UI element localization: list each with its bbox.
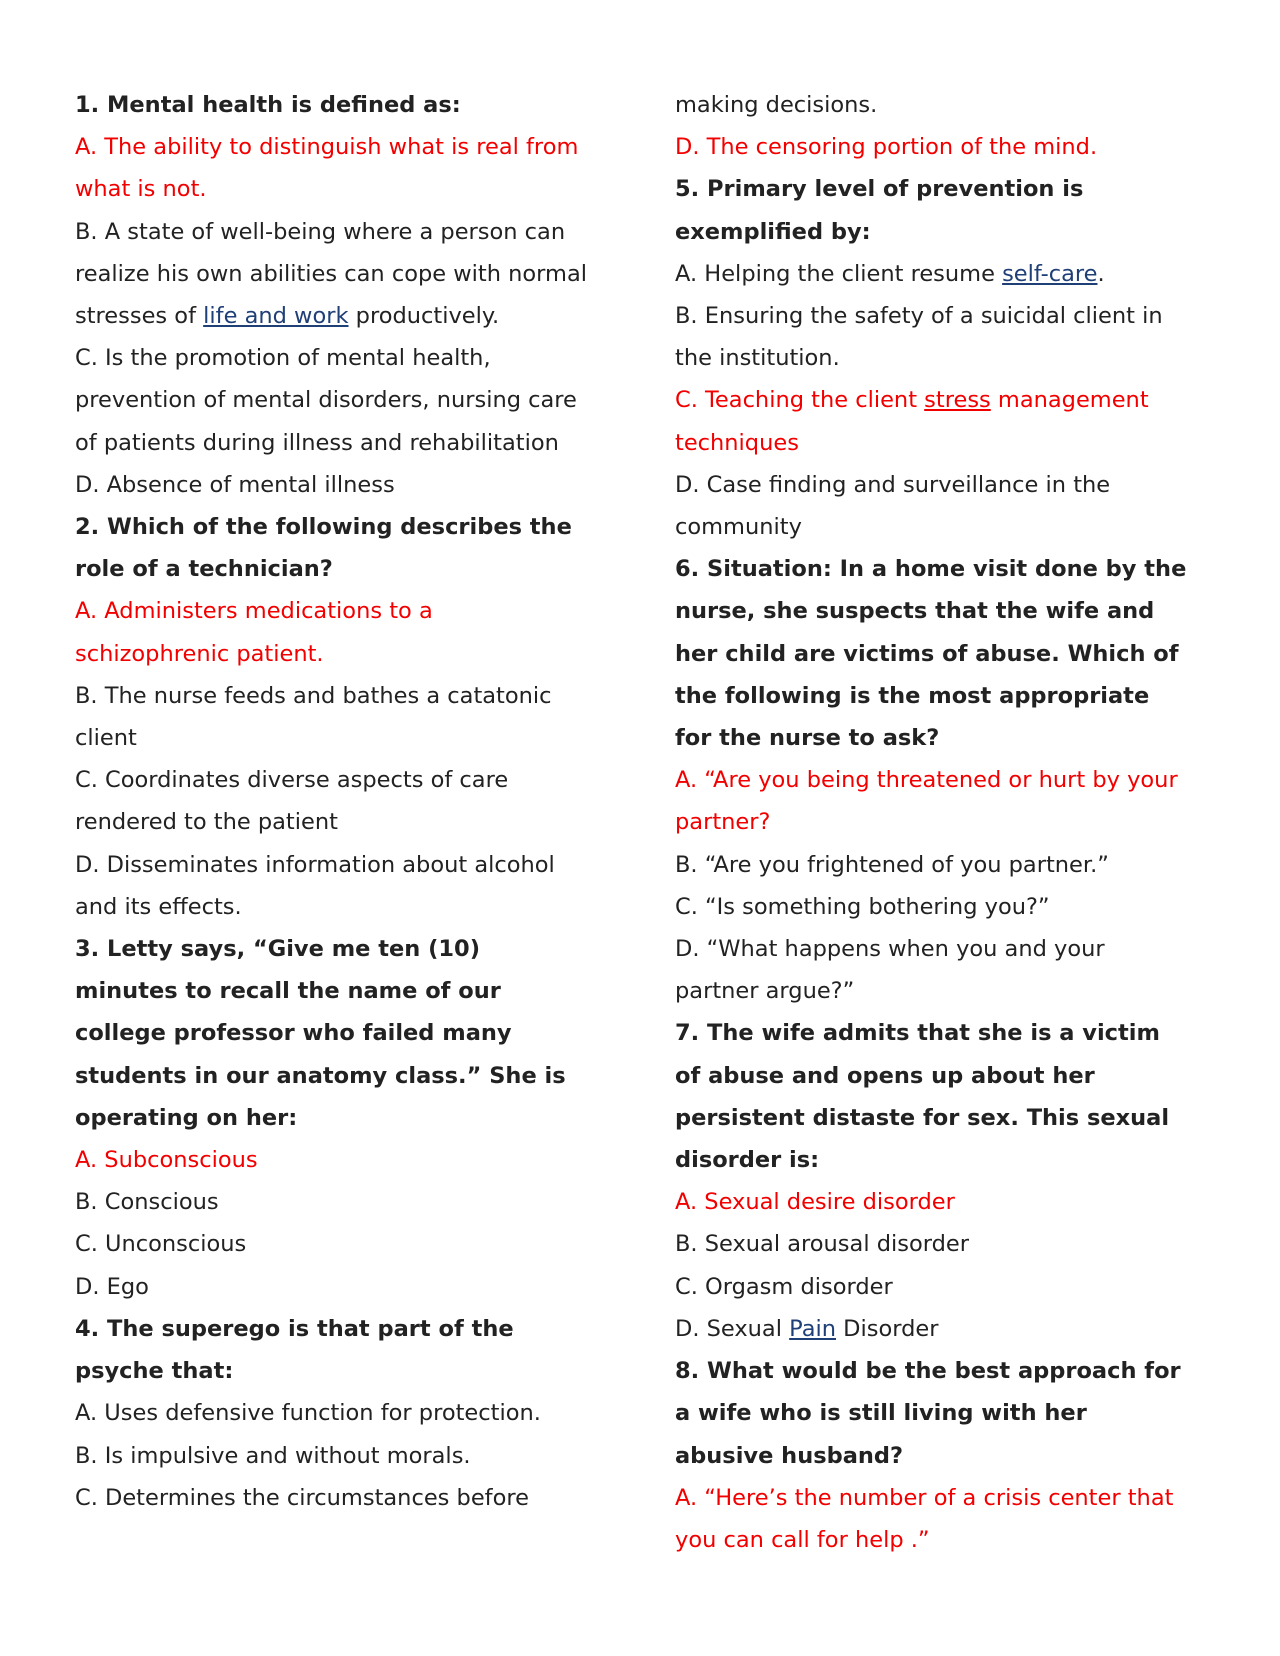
option-d-cont: and its effects. (75, 893, 242, 920)
question-text: 2. Which of the following describes the (75, 514, 572, 541)
option-c: C. Is the promotion of mental health, (75, 345, 491, 372)
question-text: 6. Situation: In a home visit done by the (675, 556, 1187, 583)
right-column (675, 84, 1210, 1561)
option-c: C. Coordinates diverse aspects of care (75, 767, 509, 794)
question-text-cont: a wife who is still living with her (675, 1400, 1087, 1427)
answer-option-c-cont: techniques (675, 429, 799, 456)
option-b: B. Ensuring the safety of a suicidal client in (675, 303, 1163, 330)
question-text-cont: her child are victims of abuse. Which of (675, 640, 1179, 667)
pain-link[interactable]: Pain (789, 1315, 836, 1342)
option-b: B. Conscious (75, 1189, 219, 1216)
question-text-cont: persistent distaste for sex. This sexual (675, 1104, 1170, 1131)
option-d-cont: community (675, 514, 802, 541)
answer-option-a: A. “Here’s the number of a crisis center that (675, 1484, 1174, 1511)
option-b-cont: realize his own abilities can cope with normal (75, 260, 587, 287)
question-7 (675, 1012, 1210, 1350)
left-column (75, 84, 615, 1519)
question-text: 8. What would be the best approach for (675, 1358, 1181, 1385)
answer-option-a: A. The ability to distinguish what is real from (75, 134, 579, 161)
option-d: D. Case finding and surveillance in the (675, 471, 1111, 498)
question-text: 7. The wife admits that she is a victim (675, 1020, 1160, 1047)
question-text-cont: of abuse and opens up about her (675, 1062, 1095, 1089)
question-2 (75, 506, 615, 928)
question-4 (75, 1308, 615, 1519)
option-c: C. Unconscious (75, 1231, 247, 1258)
answer-option-a: A. Administers medications to a (75, 598, 433, 625)
option-d: D. Ego (75, 1273, 149, 1300)
answer-option-a-cont: partner? (675, 809, 771, 836)
question-text-cont: abusive husband? (675, 1442, 904, 1469)
self-care-link[interactable]: self-care (1002, 260, 1098, 287)
text: Disorder (836, 1315, 939, 1342)
question-text-cont: disorder is: (675, 1147, 820, 1174)
question-text-cont: psyche that: (75, 1358, 234, 1385)
question-text-cont: students in our anatomy class.” She is (75, 1062, 566, 1089)
answer-option-a: A. Subconscious (75, 1147, 258, 1174)
option-c: C. “Is something bothering you?” (675, 893, 1050, 920)
option-b-cont: client (75, 725, 137, 752)
answer-option-a-cont: schizophrenic patient. (75, 640, 324, 667)
question-text: 4. The superego is that part of the (75, 1315, 514, 1342)
text: stresses of (75, 303, 204, 330)
answer-option-a-cont: you can call for help .” (675, 1526, 930, 1553)
question-text-cont: the following is the most appropriate (675, 682, 1150, 709)
answer-option-d: D. The censoring portion of the mind. (675, 134, 1098, 161)
option-b: B. The nurse feeds and bathes a catatonic (75, 682, 552, 709)
question-4-continued (675, 84, 1210, 168)
option-c: C. Determines the circumstances before (75, 1484, 529, 1511)
question-8 (675, 1350, 1210, 1561)
option-a (675, 253, 1210, 295)
text: . (1097, 260, 1105, 287)
option-b: B. Sexual arousal disorder (675, 1231, 969, 1258)
text: productively. (348, 303, 500, 330)
question-text-cont: nurse, she suspects that the wife and (675, 598, 1155, 625)
question-1 (75, 84, 615, 506)
question-5 (675, 168, 1210, 548)
option-b: B. A state of well-being where a person can (75, 218, 566, 245)
question-text-cont: minutes to recall the name of our (75, 978, 501, 1005)
stress-link[interactable]: stress (924, 387, 991, 414)
answer-option-a: A. “Are you being threatened or hurt by your (675, 767, 1178, 794)
question-text-cont: operating on her: (75, 1104, 298, 1131)
option-c-cont: rendered to the patient (75, 809, 338, 836)
question-text-cont: exemplified by: (675, 218, 871, 245)
text: C. Teaching the client (675, 387, 925, 414)
question-text: 1. Mental health is defined as: (75, 92, 461, 118)
option-d-cont: partner argue?” (675, 978, 855, 1005)
option-c-cont: prevention of mental disorders, nursing care (75, 387, 577, 414)
option-c: C. Orgasm disorder (675, 1273, 893, 1300)
option-b-cont (75, 295, 615, 337)
life-and-work-link[interactable]: life and work (203, 303, 349, 330)
question-text-cont: college professor who failed many (75, 1020, 512, 1047)
question-3 (75, 928, 615, 1308)
text: D. Sexual (675, 1315, 790, 1342)
option-b-cont: the institution. (675, 345, 840, 372)
text: management (990, 387, 1149, 414)
question-text: 3. Letty says, “Give me ten (10) (75, 936, 480, 963)
answer-option-a-cont: what is not. (75, 176, 207, 203)
option-d: D. Absence of mental illness (75, 471, 395, 498)
option-c-cont: making decisions. (675, 92, 878, 118)
question-text-cont: for the nurse to ask? (675, 725, 940, 752)
option-d: D. Disseminates information about alcohol (75, 851, 555, 878)
question-6 (675, 548, 1210, 1012)
option-c-cont: of patients during illness and rehabilitation (75, 429, 559, 456)
text: A. Helping the client resume (675, 260, 1003, 287)
question-text-cont: role of a technician? (75, 556, 333, 583)
answer-option-c (675, 379, 1210, 421)
option-d (675, 1308, 1210, 1350)
question-text: 5. Primary level of prevention is (675, 176, 1084, 203)
option-a: A. Uses defensive function for protection. (75, 1400, 541, 1427)
option-b: B. “Are you frightened of you partner.” (675, 851, 1109, 878)
option-d: D. “What happens when you and your (675, 936, 1105, 963)
option-b: B. Is impulsive and without morals. (75, 1442, 471, 1469)
answer-option-a: A. Sexual desire disorder (675, 1189, 955, 1216)
